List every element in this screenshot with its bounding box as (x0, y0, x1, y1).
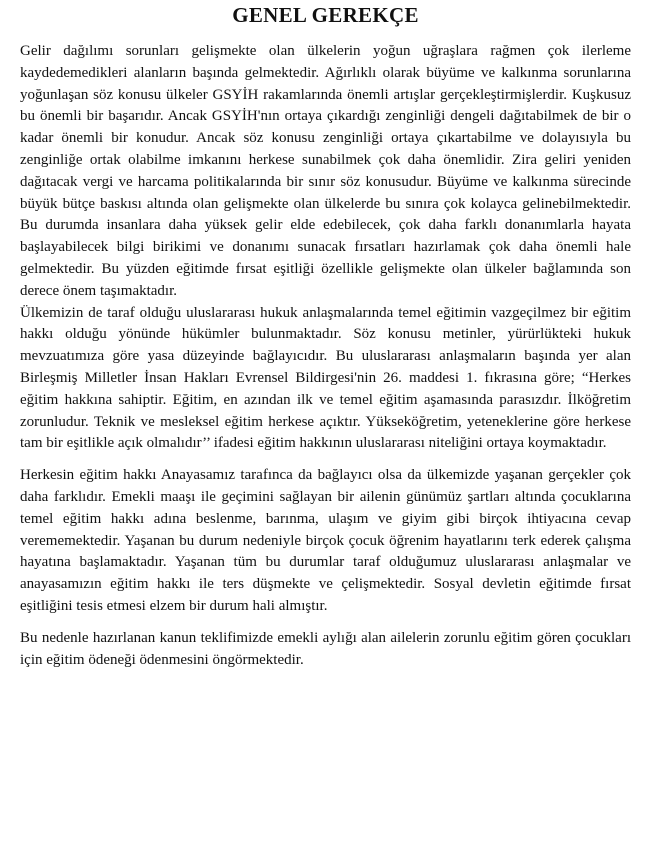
paragraph-gap (20, 618, 631, 628)
paragraph-income-distribution: Gelir dağılımı sorunları gelişmekte olan ülkelerin yoğun uğraşlara rağmen çok ilerleme kaydedemedikleri alanların başında gelmektedir. Ağırlıklı olarak büyüme ve kalkınma sorunlarına yoğunlaşan söz konusu ülkeler GSYİH rakamlarında önemli artışlar gerçekleştirmişlerdir. Kuşkusuz bu önemli bir başarıdır. Ancak GSYİH'nın ortaya çıkardığı zenginliği dengeli dağıtabilmek de bir o kadar önemli bir konudur. Ancak söz konusu zenginliği ortaya çıkartabilme ve dolayısıyla bu zenginliğe ortak olabilme imkanını herkese sunabilmek çok daha önemlidir. Zira geliri yeniden dağıtacak vergi ve harcama politikalarında bir sınır söz konusudur. Büyüme ve kalkınma sürecinde büyük bütçe baskısı altında olan gelişmekte olan ülkelerde bu sınıra çok kolayca gelinebilmektedir. Bu durumda insanlara daha yüksek gelir elde edebilecek, çok daha farklı donanımlarla hayata başlayabilecek bilgi birikimi ve donanımı sunacak fırsatları hazırlamak çok daha önemli hale gelmektedir. Bu yüzden eğitimde fırsat eşitliği özellikle gelişmekte olan ülkeler bağlamında son derece önem taşımaktadır. (20, 43, 631, 299)
document-title: GENEL GEREKÇE (232, 3, 419, 27)
paragraph-gap (20, 455, 631, 465)
paragraph-constitution-reality: Herkesin eğitim hakkı Anayasamız tarafınca da bağlayıcı olsa da ülkemizde yaşanan gerçekler çok daha farklıdır. Emekli maaşı ile geçimini sağlayan bir ailenin günümüz şartları altında çocuklarına temel eğitim hakkı adına beslenme, barınma, ulaşım ve giyim gibi birçok ihtiyacına cevap verememektedir. Yaşanan bu durum nedeniyle birçok çocuk öğrenim hayatlarını terk ederek çalışma hayatına başlamaktadır. Yaşanan tüm bu durumlar taraf olduğumuz uluslararası anlaşmalar ve anayasamızın eğitim hakkı ile ters düşmekte ve çelişmektedir. Sosyal devletin eğitimde fırsat eşitliğini tesis etmesi elzem bir durum hali almıştır. (20, 467, 631, 614)
paragraph-international-law: Ülkemizin de taraf olduğu uluslararası hukuk anlaşmalarında temel eğitimin vazgeçilmez bir eğitim hakkı olduğu yönünde hükümler bulunmaktadır. Söz konusu metinler, yürürlükteki hukuk mevzuatımıza göre yasa düzeyinde bağlayıcıdır. Bu uluslararası anlaşmaların başında yer alan Birleşmiş Milletler İnsan Hakları Evrensel Bildirgesi'nin 26. maddesi 1. fıkrasına göre; “Herkes eğitim hakkına sahiptir. Eğitim, en azından ilk ve temel eğitim aşamasında parasızdır. İlköğretim zorunludur. Teknik ve mesleksel eğitim herkese açıktır. Yükseköğretim, yeteneklerine göre herkese tam bir eşitlikle açık olmalıdır’’ ifadesi eğitim hakkının uluslararası niteliğini ortaya koymaktadır. (20, 304, 631, 452)
paragraph-proposal: Bu nedenle hazırlanan kanun teklifimizde emekli aylığı alan ailelerin zorunlu eğitim gören çocukları için eğitim ödeneği ödenmesini öngörmektedir. (20, 629, 631, 668)
